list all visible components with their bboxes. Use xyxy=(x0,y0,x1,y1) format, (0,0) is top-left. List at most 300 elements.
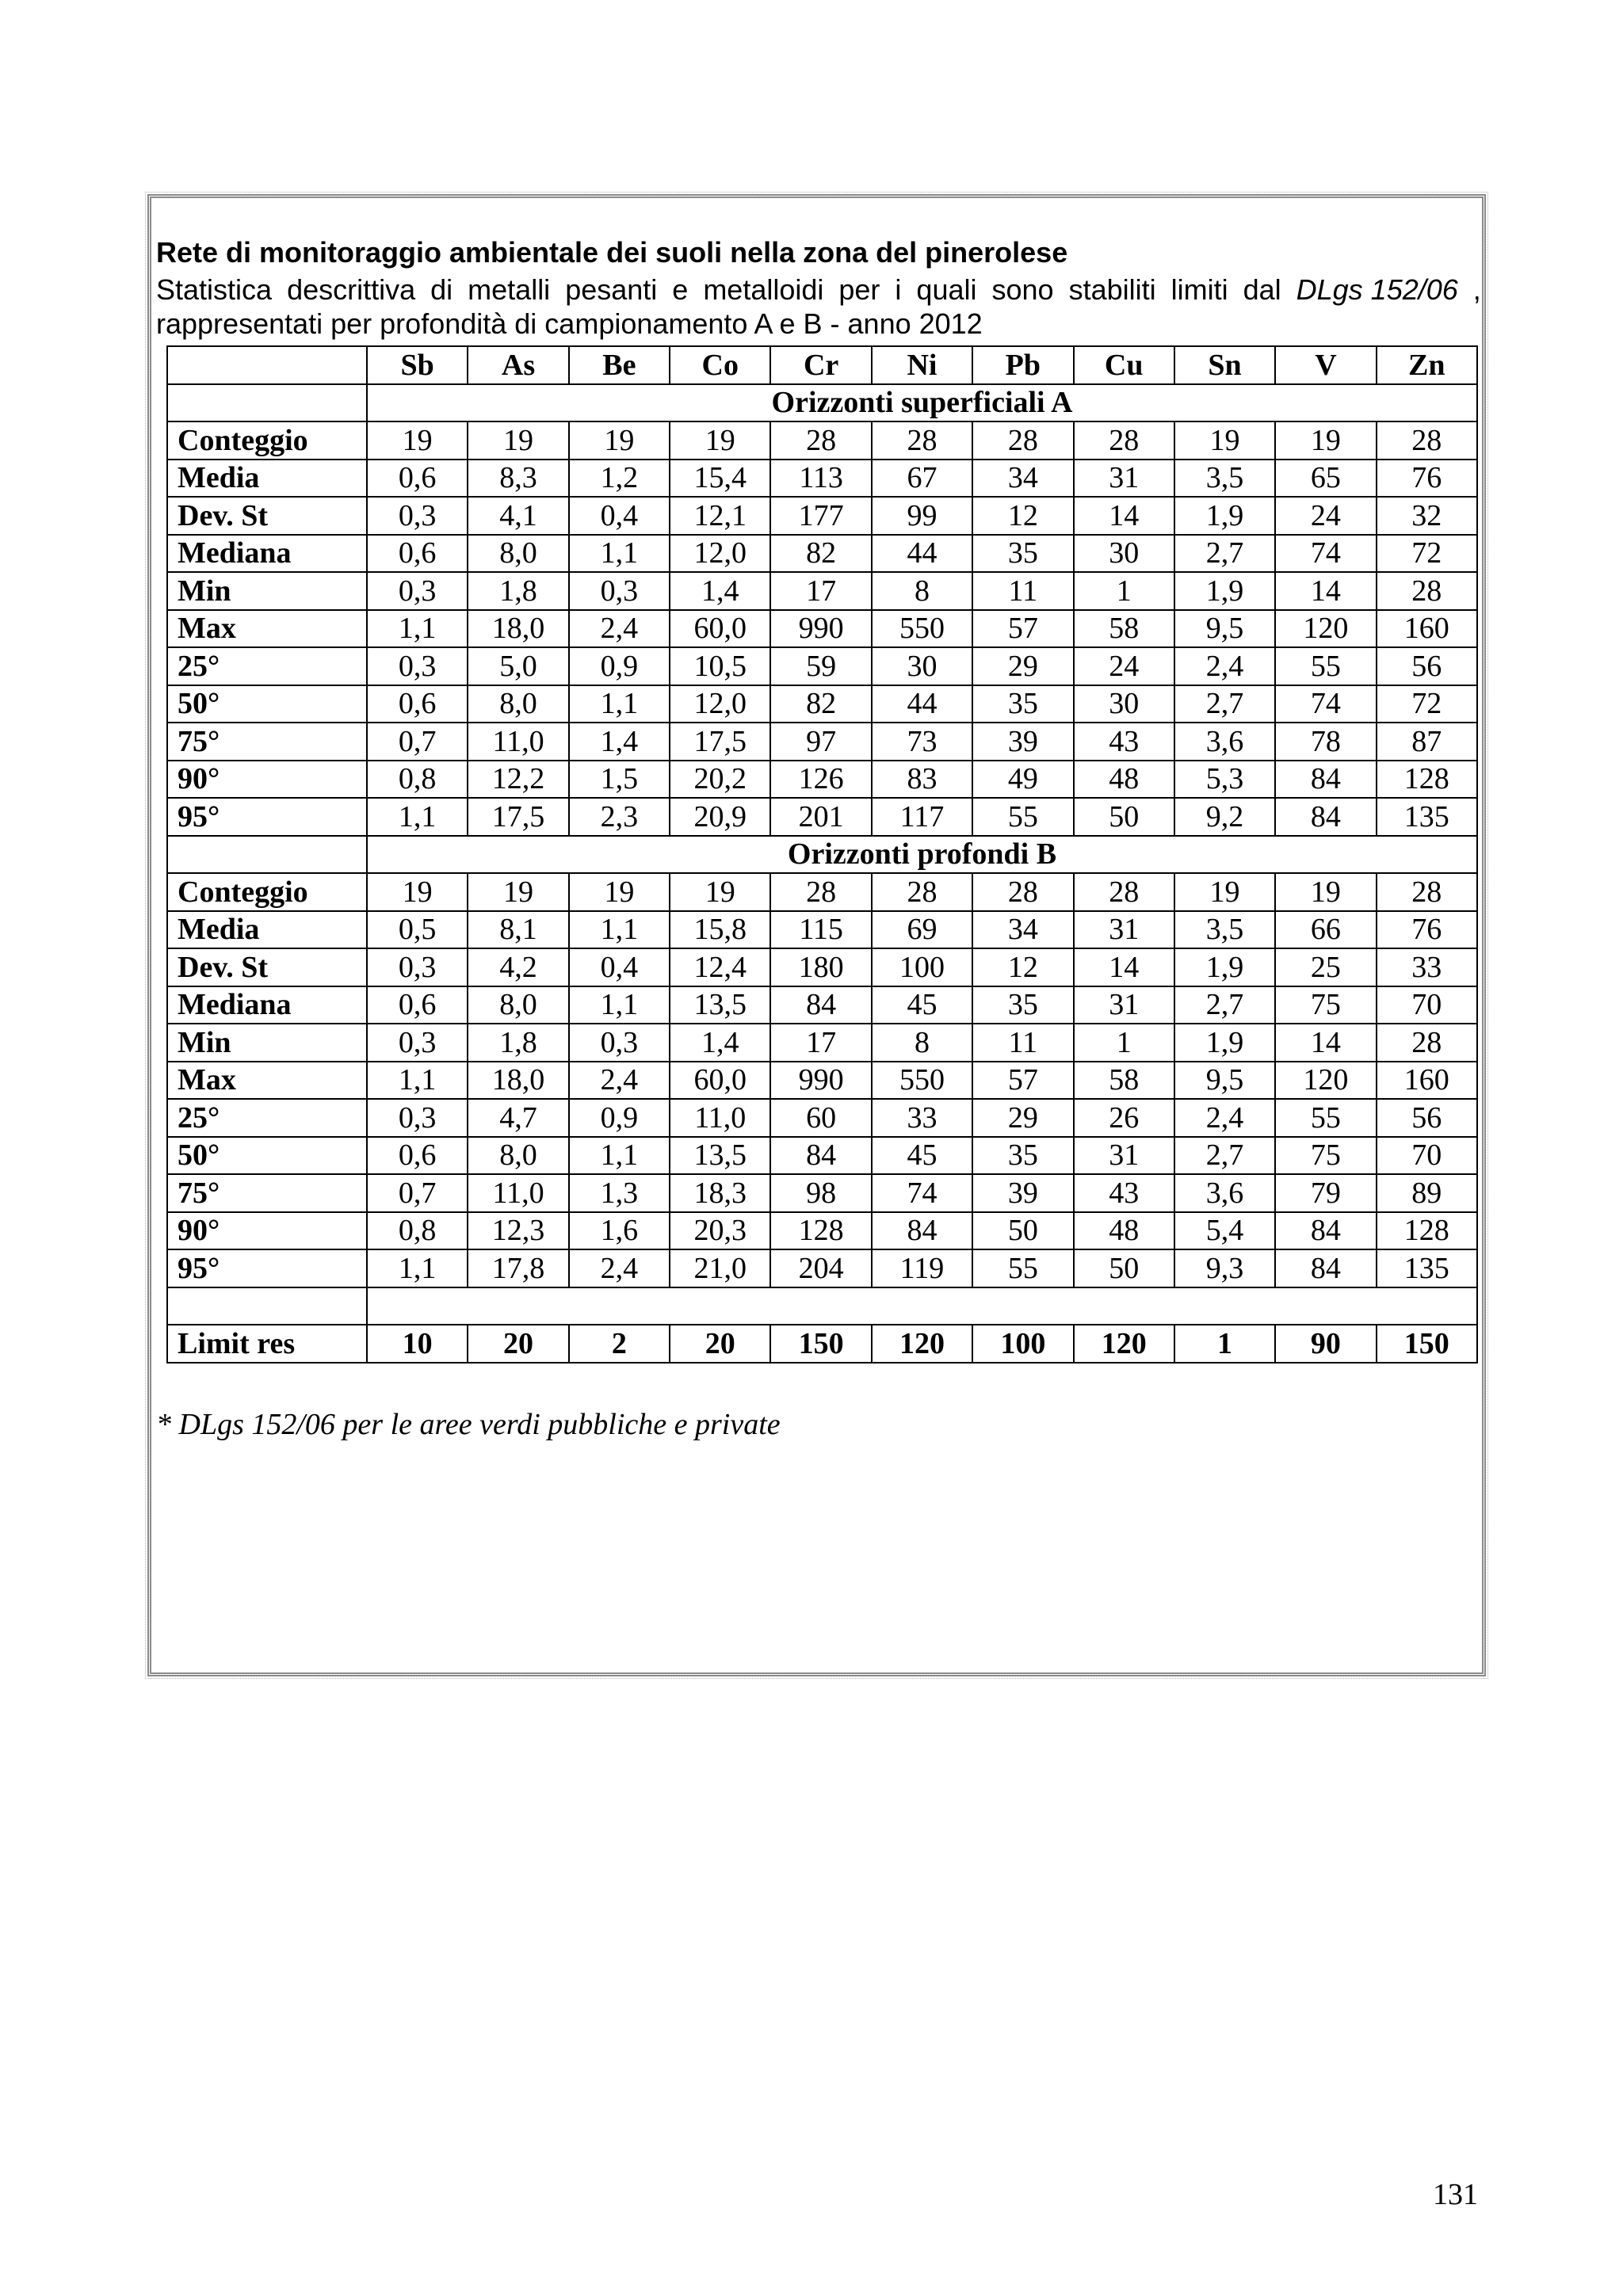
table-cell: 35 xyxy=(972,986,1073,1024)
table-row xyxy=(167,535,1477,573)
table-cell: 15,4 xyxy=(670,460,770,498)
subtitle-word: i xyxy=(895,273,902,306)
subtitle-word: pesanti xyxy=(565,273,658,306)
table-cell: 31 xyxy=(1074,1137,1174,1175)
table-cell: 14 xyxy=(1275,1024,1376,1062)
blank-label-cell xyxy=(167,1287,367,1325)
table-cell: 12,0 xyxy=(670,685,770,723)
table-row xyxy=(167,798,1477,836)
table-cell: 20,3 xyxy=(670,1212,770,1250)
table-cell: 57 xyxy=(972,1062,1073,1100)
table-cell: 76 xyxy=(1377,911,1477,949)
table-cell: 58 xyxy=(1074,610,1174,648)
table-cell: 58 xyxy=(1074,1062,1174,1100)
table-cell: 18,0 xyxy=(468,610,568,648)
table-cell: 2,3 xyxy=(569,798,670,836)
table-cell: 120 xyxy=(1275,610,1376,648)
table-cell: 74 xyxy=(1275,685,1376,723)
table-cell: 12 xyxy=(972,497,1073,535)
limit-cell: 20 xyxy=(468,1325,568,1363)
table-cell: 84 xyxy=(1275,761,1376,799)
blank-span-cell xyxy=(367,1287,1477,1325)
table-cell: 82 xyxy=(770,685,871,723)
limit-cell: 120 xyxy=(1074,1325,1174,1363)
column-header: Cr xyxy=(770,346,871,384)
table-cell: 19 xyxy=(1174,421,1275,460)
table-cell: 14 xyxy=(1074,497,1174,535)
table-row xyxy=(167,572,1477,610)
table-cell: 0,6 xyxy=(367,685,468,723)
row-label: 95° xyxy=(167,798,367,836)
column-header: Be xyxy=(569,346,670,384)
subtitle-word: limiti xyxy=(1170,273,1228,306)
table-cell: 75 xyxy=(1275,1137,1376,1175)
footnote: * DLgs 152/06 per le aree verdi pubbliche e private xyxy=(156,1408,781,1441)
table-cell: 72 xyxy=(1377,535,1477,573)
row-label: Conteggio xyxy=(167,873,367,911)
table-cell: 17,5 xyxy=(670,723,770,761)
table-cell: 84 xyxy=(1275,798,1376,836)
table-row xyxy=(167,986,1477,1024)
table-cell: 0,3 xyxy=(367,497,468,535)
table-cell: 34 xyxy=(972,911,1073,949)
table-cell: 2,7 xyxy=(1174,535,1275,573)
table-cell: 11,0 xyxy=(468,723,568,761)
table-row xyxy=(167,761,1477,799)
table-cell: 19 xyxy=(670,421,770,460)
limit-cell: 150 xyxy=(770,1325,871,1363)
table-cell: 32 xyxy=(1377,497,1477,535)
table-cell: 28 xyxy=(1377,1024,1477,1062)
table-cell: 50 xyxy=(1074,1249,1174,1287)
table-cell: 74 xyxy=(1275,535,1376,573)
table-cell: 21,0 xyxy=(670,1249,770,1287)
table-cell: 57 xyxy=(972,610,1073,648)
table-cell: 60,0 xyxy=(670,610,770,648)
table-row xyxy=(167,1099,1477,1137)
table-cell: 31 xyxy=(1074,460,1174,498)
table-cell: 126 xyxy=(770,761,871,799)
table-cell: 28 xyxy=(972,421,1073,460)
table-row xyxy=(167,1174,1477,1212)
table-cell: 3,6 xyxy=(1174,1174,1275,1212)
table-cell: 19 xyxy=(367,873,468,911)
table-cell: 20,2 xyxy=(670,761,770,799)
table-row xyxy=(167,1062,1477,1100)
table-cell: 45 xyxy=(872,986,972,1024)
column-header: Cu xyxy=(1074,346,1174,384)
subtitle-word: dal xyxy=(1243,273,1281,306)
table-cell: 8 xyxy=(872,1024,972,1062)
table-row xyxy=(167,1024,1477,1062)
table-cell: 135 xyxy=(1377,798,1477,836)
subtitle-law-reference: DLgs 152/06 xyxy=(1296,273,1458,306)
table-cell: 9,5 xyxy=(1174,610,1275,648)
column-header: As xyxy=(468,346,568,384)
table-cell: 9,3 xyxy=(1174,1249,1275,1287)
table-cell: 0,6 xyxy=(367,460,468,498)
row-label: Mediana xyxy=(167,986,367,1024)
table-cell: 72 xyxy=(1377,685,1477,723)
table-cell: 87 xyxy=(1377,723,1477,761)
table-row xyxy=(167,647,1477,685)
table-cell: 11 xyxy=(972,572,1073,610)
table-cell: 3,6 xyxy=(1174,723,1275,761)
table-cell: 0,3 xyxy=(569,572,670,610)
section-title: Orizzonti profondi B xyxy=(367,836,1477,874)
table-cell: 99 xyxy=(872,497,972,535)
table-cell: 1,4 xyxy=(670,1024,770,1062)
column-header-row xyxy=(167,346,1477,384)
subtitle-word: descrittiva xyxy=(287,273,416,306)
row-label: Dev. St xyxy=(167,948,367,986)
table-cell: 35 xyxy=(972,1137,1073,1175)
table-cell: 28 xyxy=(1074,873,1174,911)
table-cell: 28 xyxy=(1377,873,1477,911)
table-cell: 1,2 xyxy=(569,460,670,498)
row-label: 90° xyxy=(167,761,367,799)
table-cell: 5,0 xyxy=(468,647,568,685)
table-cell: 70 xyxy=(1377,1137,1477,1175)
column-header: Sn xyxy=(1174,346,1275,384)
table-cell: 2,4 xyxy=(569,610,670,648)
table-cell: 160 xyxy=(1377,610,1477,648)
table-cell: 1,9 xyxy=(1174,948,1275,986)
table-cell: 1,8 xyxy=(468,1024,568,1062)
table-cell: 78 xyxy=(1275,723,1376,761)
table-cell: 84 xyxy=(1275,1212,1376,1250)
row-label: Media xyxy=(167,911,367,949)
limit-cell: 100 xyxy=(972,1325,1073,1363)
table-cell: 74 xyxy=(872,1174,972,1212)
table-cell: 44 xyxy=(872,535,972,573)
table-cell: 119 xyxy=(872,1249,972,1287)
table-cell: 0,6 xyxy=(367,535,468,573)
table-cell: 1,9 xyxy=(1174,497,1275,535)
table-cell: 44 xyxy=(872,685,972,723)
table-cell: 55 xyxy=(972,1249,1073,1287)
table-cell: 135 xyxy=(1377,1249,1477,1287)
table-cell: 84 xyxy=(1275,1249,1376,1287)
table-cell: 113 xyxy=(770,460,871,498)
table-cell: 48 xyxy=(1074,1212,1174,1250)
table-cell: 45 xyxy=(872,1137,972,1175)
table-cell: 13,5 xyxy=(670,986,770,1024)
table-cell: 14 xyxy=(1074,948,1174,986)
table-row xyxy=(167,723,1477,761)
table-cell: 19 xyxy=(468,421,568,460)
table-cell: 56 xyxy=(1377,647,1477,685)
table-cell: 1,1 xyxy=(569,1137,670,1175)
table-cell: 8,0 xyxy=(468,685,568,723)
table-row xyxy=(167,610,1477,648)
table-cell: 24 xyxy=(1275,497,1376,535)
table-cell: 3,5 xyxy=(1174,460,1275,498)
table-cell: 0,3 xyxy=(367,1099,468,1137)
table-cell: 990 xyxy=(770,610,871,648)
row-label: 95° xyxy=(167,1249,367,1287)
subtitle-word: sono xyxy=(991,273,1054,306)
table-cell: 20,9 xyxy=(670,798,770,836)
table-cell: 18,0 xyxy=(468,1062,568,1100)
table-cell: 12,3 xyxy=(468,1212,568,1250)
row-label: 75° xyxy=(167,1174,367,1212)
table-cell: 1,9 xyxy=(1174,1024,1275,1062)
row-label: Max xyxy=(167,610,367,648)
table-cell: 2,7 xyxy=(1174,685,1275,723)
table-cell: 33 xyxy=(872,1099,972,1137)
table-cell: 28 xyxy=(972,873,1073,911)
table-cell: 1,1 xyxy=(569,911,670,949)
table-cell: 550 xyxy=(872,610,972,648)
table-cell: 39 xyxy=(972,1174,1073,1212)
table-cell: 49 xyxy=(972,761,1073,799)
table-cell: 9,5 xyxy=(1174,1062,1275,1100)
limit-cell: 90 xyxy=(1275,1325,1376,1363)
table-cell: 89 xyxy=(1377,1174,1477,1212)
table-cell: 19 xyxy=(468,873,568,911)
row-label: Min xyxy=(167,572,367,610)
subtitle-word: quali xyxy=(916,273,977,306)
table-cell: 31 xyxy=(1074,986,1174,1024)
row-label: Dev. St xyxy=(167,497,367,535)
table-cell: 0,7 xyxy=(367,723,468,761)
table-row xyxy=(167,421,1477,460)
metals-statistics-table xyxy=(166,345,1478,1363)
table-cell: 2,4 xyxy=(569,1249,670,1287)
table-cell: 19 xyxy=(1275,873,1376,911)
table-cell: 8,0 xyxy=(468,1137,568,1175)
table-cell: 55 xyxy=(1275,1099,1376,1137)
table-cell: 69 xyxy=(872,911,972,949)
table-cell: 1,6 xyxy=(569,1212,670,1250)
table-cell: 67 xyxy=(872,460,972,498)
row-label: Media xyxy=(167,460,367,498)
table-cell: 0,6 xyxy=(367,1137,468,1175)
limit-cell: 120 xyxy=(872,1325,972,1363)
table-row xyxy=(167,948,1477,986)
table-cell: 11,0 xyxy=(670,1099,770,1137)
table-cell: 11 xyxy=(972,1024,1073,1062)
table-cell: 84 xyxy=(770,1137,871,1175)
table-cell: 29 xyxy=(972,647,1073,685)
table-cell: 0,9 xyxy=(569,1099,670,1137)
table-cell: 0,8 xyxy=(367,761,468,799)
header-corner-cell xyxy=(167,346,367,384)
table-cell: 29 xyxy=(972,1099,1073,1137)
table-cell: 34 xyxy=(972,460,1073,498)
subtitle-word: metalloidi xyxy=(703,273,824,306)
table-cell: 120 xyxy=(1275,1062,1376,1100)
document-subtitle xyxy=(156,273,1481,341)
table-cell: 39 xyxy=(972,723,1073,761)
table-row xyxy=(167,460,1477,498)
table-cell: 19 xyxy=(1275,421,1376,460)
table-cell: 1,4 xyxy=(569,723,670,761)
table-cell: 1,8 xyxy=(468,572,568,610)
subtitle-word: di xyxy=(430,273,453,306)
table-cell: 15,8 xyxy=(670,911,770,949)
table-cell: 1,1 xyxy=(367,1062,468,1100)
table-cell: 76 xyxy=(1377,460,1477,498)
table-cell: 1,1 xyxy=(367,798,468,836)
table-cell: 9,2 xyxy=(1174,798,1275,836)
table-cell: 1,1 xyxy=(569,535,670,573)
subtitle-word: metalli xyxy=(468,273,551,306)
column-header: Pb xyxy=(972,346,1073,384)
table-cell: 2,4 xyxy=(1174,647,1275,685)
table-cell: 13,5 xyxy=(670,1137,770,1175)
table-row xyxy=(167,1249,1477,1287)
table-cell: 180 xyxy=(770,948,871,986)
table-cell: 0,3 xyxy=(367,647,468,685)
table-cell: 8,1 xyxy=(468,911,568,949)
limit-cell: 10 xyxy=(367,1325,468,1363)
table-cell: 19 xyxy=(367,421,468,460)
subtitle-comma: , xyxy=(1472,273,1481,306)
column-header: Zn xyxy=(1377,346,1477,384)
table-cell: 1,4 xyxy=(670,572,770,610)
table-cell: 1 xyxy=(1074,572,1174,610)
row-label: Min xyxy=(167,1024,367,1062)
table-cell: 19 xyxy=(670,873,770,911)
table-cell: 59 xyxy=(770,647,871,685)
table-cell: 0,3 xyxy=(367,1024,468,1062)
table-cell: 0,5 xyxy=(367,911,468,949)
subtitle-line-2: rappresentati per profondità di campionamento A e B - anno 2012 xyxy=(156,307,983,340)
table-cell: 97 xyxy=(770,723,871,761)
row-label: Conteggio xyxy=(167,421,367,460)
row-label: 25° xyxy=(167,1099,367,1137)
table-cell: 2,4 xyxy=(1174,1099,1275,1137)
table-cell: 0,7 xyxy=(367,1174,468,1212)
table-cell: 8,0 xyxy=(468,986,568,1024)
table-cell: 128 xyxy=(770,1212,871,1250)
table-cell: 115 xyxy=(770,911,871,949)
table-cell: 12,2 xyxy=(468,761,568,799)
table-cell: 4,7 xyxy=(468,1099,568,1137)
table-cell: 1,1 xyxy=(367,1249,468,1287)
section-label-cell xyxy=(167,384,367,422)
table-cell: 28 xyxy=(770,873,871,911)
section-label-cell xyxy=(167,836,367,874)
table-cell: 12,1 xyxy=(670,497,770,535)
table-cell: 128 xyxy=(1377,761,1477,799)
table-cell: 177 xyxy=(770,497,871,535)
row-label: 50° xyxy=(167,685,367,723)
table-cell: 84 xyxy=(770,986,871,1024)
table-cell: 43 xyxy=(1074,723,1174,761)
limit-row xyxy=(167,1325,1477,1363)
row-label: 50° xyxy=(167,1137,367,1175)
row-label: Mediana xyxy=(167,535,367,573)
table-cell: 84 xyxy=(872,1212,972,1250)
table-cell: 8,3 xyxy=(468,460,568,498)
column-header: Ni xyxy=(872,346,972,384)
table-cell: 35 xyxy=(972,535,1073,573)
table-cell: 8 xyxy=(872,572,972,610)
table-cell: 201 xyxy=(770,798,871,836)
table-cell: 12,0 xyxy=(670,535,770,573)
page-number: 131 xyxy=(1433,2178,1478,2211)
table-cell: 0,4 xyxy=(569,497,670,535)
table-cell: 82 xyxy=(770,535,871,573)
table-cell: 55 xyxy=(1275,647,1376,685)
table-cell: 26 xyxy=(1074,1099,1174,1137)
table-row xyxy=(167,1137,1477,1175)
table-cell: 25 xyxy=(1275,948,1376,986)
table-cell: 1,5 xyxy=(569,761,670,799)
table-cell: 0,3 xyxy=(569,1024,670,1062)
table-cell: 19 xyxy=(1174,873,1275,911)
table-cell: 550 xyxy=(872,1062,972,1100)
table-cell: 5,3 xyxy=(1174,761,1275,799)
table-cell: 30 xyxy=(1074,685,1174,723)
table-cell: 11,0 xyxy=(468,1174,568,1212)
subtitle-word: Statistica xyxy=(156,273,273,306)
table-cell: 24 xyxy=(1074,647,1174,685)
limit-cell: 1 xyxy=(1174,1325,1275,1363)
table-cell: 66 xyxy=(1275,911,1376,949)
table-cell: 17,5 xyxy=(468,798,568,836)
table-cell: 12,4 xyxy=(670,948,770,986)
table-cell: 100 xyxy=(872,948,972,986)
table-cell: 60,0 xyxy=(670,1062,770,1100)
table-cell: 17 xyxy=(770,572,871,610)
table-row xyxy=(167,497,1477,535)
row-label: Max xyxy=(167,1062,367,1100)
table-row xyxy=(167,1212,1477,1250)
limit-cell: 20 xyxy=(670,1325,770,1363)
table-cell: 28 xyxy=(872,421,972,460)
table-cell: 2,4 xyxy=(569,1062,670,1100)
table-cell: 30 xyxy=(872,647,972,685)
table-cell: 60 xyxy=(770,1099,871,1137)
table-row xyxy=(167,873,1477,911)
table-cell: 0,3 xyxy=(367,948,468,986)
table-cell: 2,7 xyxy=(1174,986,1275,1024)
subtitle-line-1 xyxy=(156,273,1481,307)
table-cell: 128 xyxy=(1377,1212,1477,1250)
table-cell: 75 xyxy=(1275,986,1376,1024)
table-cell: 55 xyxy=(972,798,1073,836)
table-cell: 33 xyxy=(1377,948,1477,986)
table-cell: 28 xyxy=(1074,421,1174,460)
table-cell: 4,1 xyxy=(468,497,568,535)
table-cell: 18,3 xyxy=(670,1174,770,1212)
table-cell: 50 xyxy=(972,1212,1073,1250)
table-cell: 0,3 xyxy=(367,572,468,610)
table-cell: 30 xyxy=(1074,535,1174,573)
table-cell: 0,9 xyxy=(569,647,670,685)
table-cell: 0,4 xyxy=(569,948,670,986)
table-cell: 19 xyxy=(569,873,670,911)
table-cell: 28 xyxy=(1377,572,1477,610)
column-header: Co xyxy=(670,346,770,384)
table-cell: 1,9 xyxy=(1174,572,1275,610)
table-cell: 73 xyxy=(872,723,972,761)
subtitle-word: stabiliti xyxy=(1068,273,1156,306)
row-label: Limit res xyxy=(167,1325,367,1363)
table-cell: 19 xyxy=(569,421,670,460)
table-row xyxy=(167,911,1477,949)
table-cell: 28 xyxy=(872,873,972,911)
table-row xyxy=(167,685,1477,723)
table-cell: 1,1 xyxy=(569,685,670,723)
table-cell: 8,0 xyxy=(468,535,568,573)
section-title-row xyxy=(167,836,1477,874)
table-cell: 17 xyxy=(770,1024,871,1062)
